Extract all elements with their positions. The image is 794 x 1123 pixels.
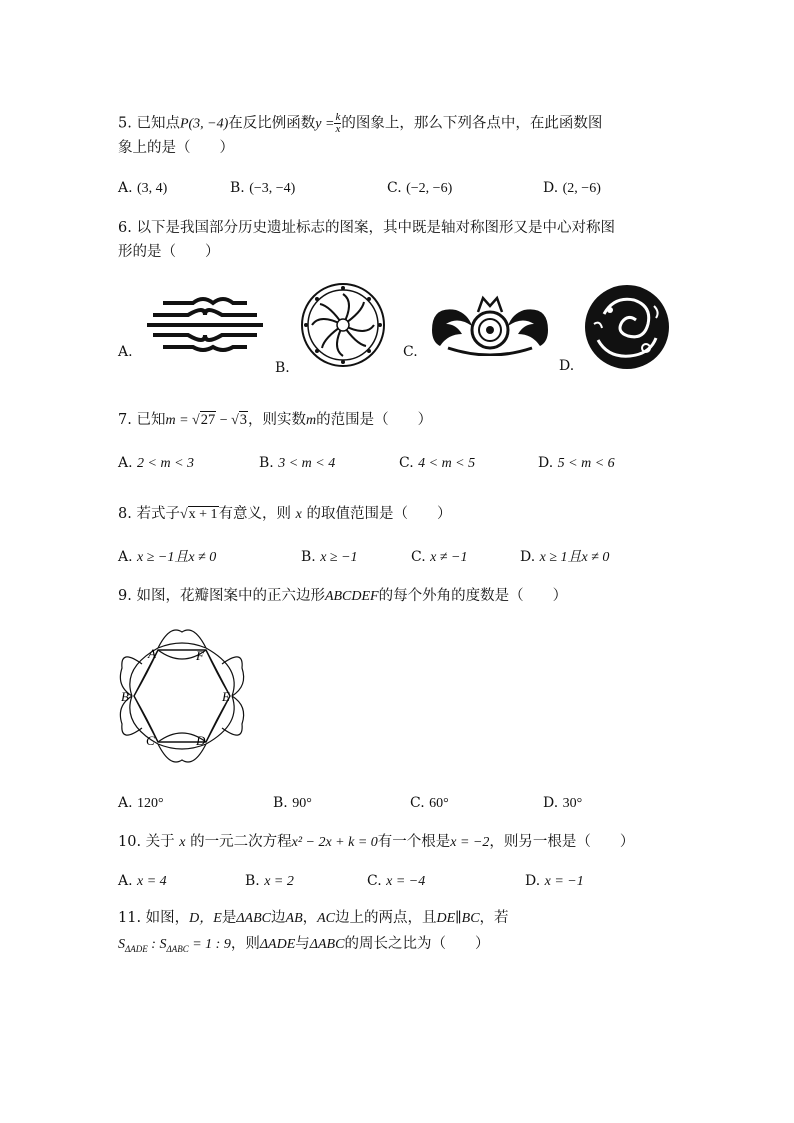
q7-option-c[interactable]: C. 4 < m < 5 bbox=[399, 455, 476, 471]
q7-number: 7. bbox=[118, 412, 132, 428]
q11-line2: $S_{\Delta ADE}$ : $S_{\Delta ABC} = 1$ : 9，则ΔADE与ΔABC的周长之比为（ ） bbox=[118, 936, 490, 954]
vertex-e-label: E bbox=[222, 689, 230, 704]
q6-option-d[interactable]: D. bbox=[559, 358, 575, 374]
q6-option-c[interactable]: C. bbox=[403, 344, 418, 360]
q6-option-b[interactable]: B. bbox=[275, 360, 290, 376]
q8-radicand: x + 1 bbox=[188, 507, 218, 522]
q6-line2: 形的是（ ） bbox=[118, 244, 220, 260]
q10-option-b[interactable]: B. x = 2 bbox=[245, 873, 294, 889]
vertex-b-label: B bbox=[121, 689, 129, 704]
q5-option-c[interactable]: C. (−2, −6) bbox=[387, 180, 453, 196]
q10-option-d[interactable]: D. x = −1 bbox=[525, 873, 584, 889]
q9-number: 9. bbox=[118, 588, 132, 604]
vertex-a-label: A bbox=[148, 646, 156, 661]
q10-line1: 10. 关于 x 的一元二次方程x² − 2x + k = 0有一个根是x = −2，则另一根是（ ） bbox=[118, 834, 635, 850]
q11-line1: 11. 如图，D，E是ΔABC边AB，AC边上的两点，且DE∥BC，若 bbox=[118, 910, 509, 926]
q5-line1: 5. 已知点P(3, −4)在反比例函数y = $\frac{k}{x}$ 的图象上，那么下列各点中，在此函数图 bbox=[118, 111, 603, 135]
wave-lines-icon bbox=[143, 295, 267, 353]
q8-option-b[interactable]: B. x ≥ −1 bbox=[301, 549, 358, 565]
q8-line1: 8. 若式子√x + 1有意义，则 x 的取值范围是（ ） bbox=[118, 506, 452, 522]
vertex-c-label: C bbox=[146, 733, 155, 748]
q6-line1: 6. 以下是我国部分历史遗址标志的图案，其中既是轴对称图形又是中心对称图 bbox=[118, 220, 615, 236]
q8-option-a[interactable]: A. x ≥ −1且x ≠ 0 bbox=[118, 549, 217, 565]
vertex-d-label: D bbox=[196, 733, 206, 748]
q10-option-c[interactable]: C. x = −4 bbox=[367, 873, 426, 889]
bird-emblem-icon bbox=[428, 290, 552, 356]
q6-option-a[interactable]: A. bbox=[118, 344, 133, 360]
q5-option-d[interactable]: D. (2, −6) bbox=[543, 180, 601, 196]
q5-fraction: $\frac{k}{x}$ bbox=[335, 111, 341, 135]
q7-option-a[interactable]: A. 2 < m < 3 bbox=[118, 455, 195, 471]
sun-disc-icon bbox=[300, 282, 386, 368]
q7-option-d[interactable]: D. 5 < m < 6 bbox=[538, 455, 615, 471]
q7-radicand-3: 3 bbox=[239, 412, 248, 428]
q10-number: 10. bbox=[118, 834, 142, 850]
q5-option-a[interactable]: A. (3, 4) bbox=[118, 180, 168, 196]
q9-option-c[interactable]: C. 60° bbox=[410, 795, 449, 811]
petal-hexagon-figure bbox=[112, 628, 252, 764]
q5-point: P(3, −4) bbox=[179, 116, 229, 132]
q9-option-d[interactable]: D. 30° bbox=[543, 795, 583, 811]
q7-option-b[interactable]: B. 3 < m < 4 bbox=[259, 455, 336, 471]
q11-number: 11. bbox=[118, 910, 142, 926]
q7-line1: 7. 已知m = √27 − √3，则实数m的范围是（ ） bbox=[118, 412, 433, 428]
q9-line1: 9. 如图，花瓣图案中的正六边形ABCDEF的每个外角的度数是（ ） bbox=[118, 588, 568, 604]
q9-option-b[interactable]: B. 90° bbox=[273, 795, 312, 811]
q8-number: 8. bbox=[118, 506, 132, 522]
q10-option-a[interactable]: A. x = 4 bbox=[118, 873, 167, 889]
q5-line2: 象上的是（ ） bbox=[118, 140, 234, 156]
q10-equation: x² − 2x + k = 0 bbox=[291, 835, 378, 850]
q6-number: 6. bbox=[118, 220, 132, 236]
q8-option-c[interactable]: C. x ≠ −1 bbox=[411, 549, 468, 565]
q5-option-b[interactable]: B. (−3, −4) bbox=[230, 180, 296, 196]
vertex-f-label: F bbox=[196, 648, 204, 663]
q5-number: 5. bbox=[118, 115, 132, 132]
q8-option-d[interactable]: D. x ≥ 1且x ≠ 0 bbox=[520, 549, 610, 565]
dragon-seal-icon bbox=[584, 284, 670, 370]
q9-option-a[interactable]: A. 120° bbox=[118, 795, 164, 811]
q7-radicand-27: 27 bbox=[200, 412, 216, 428]
